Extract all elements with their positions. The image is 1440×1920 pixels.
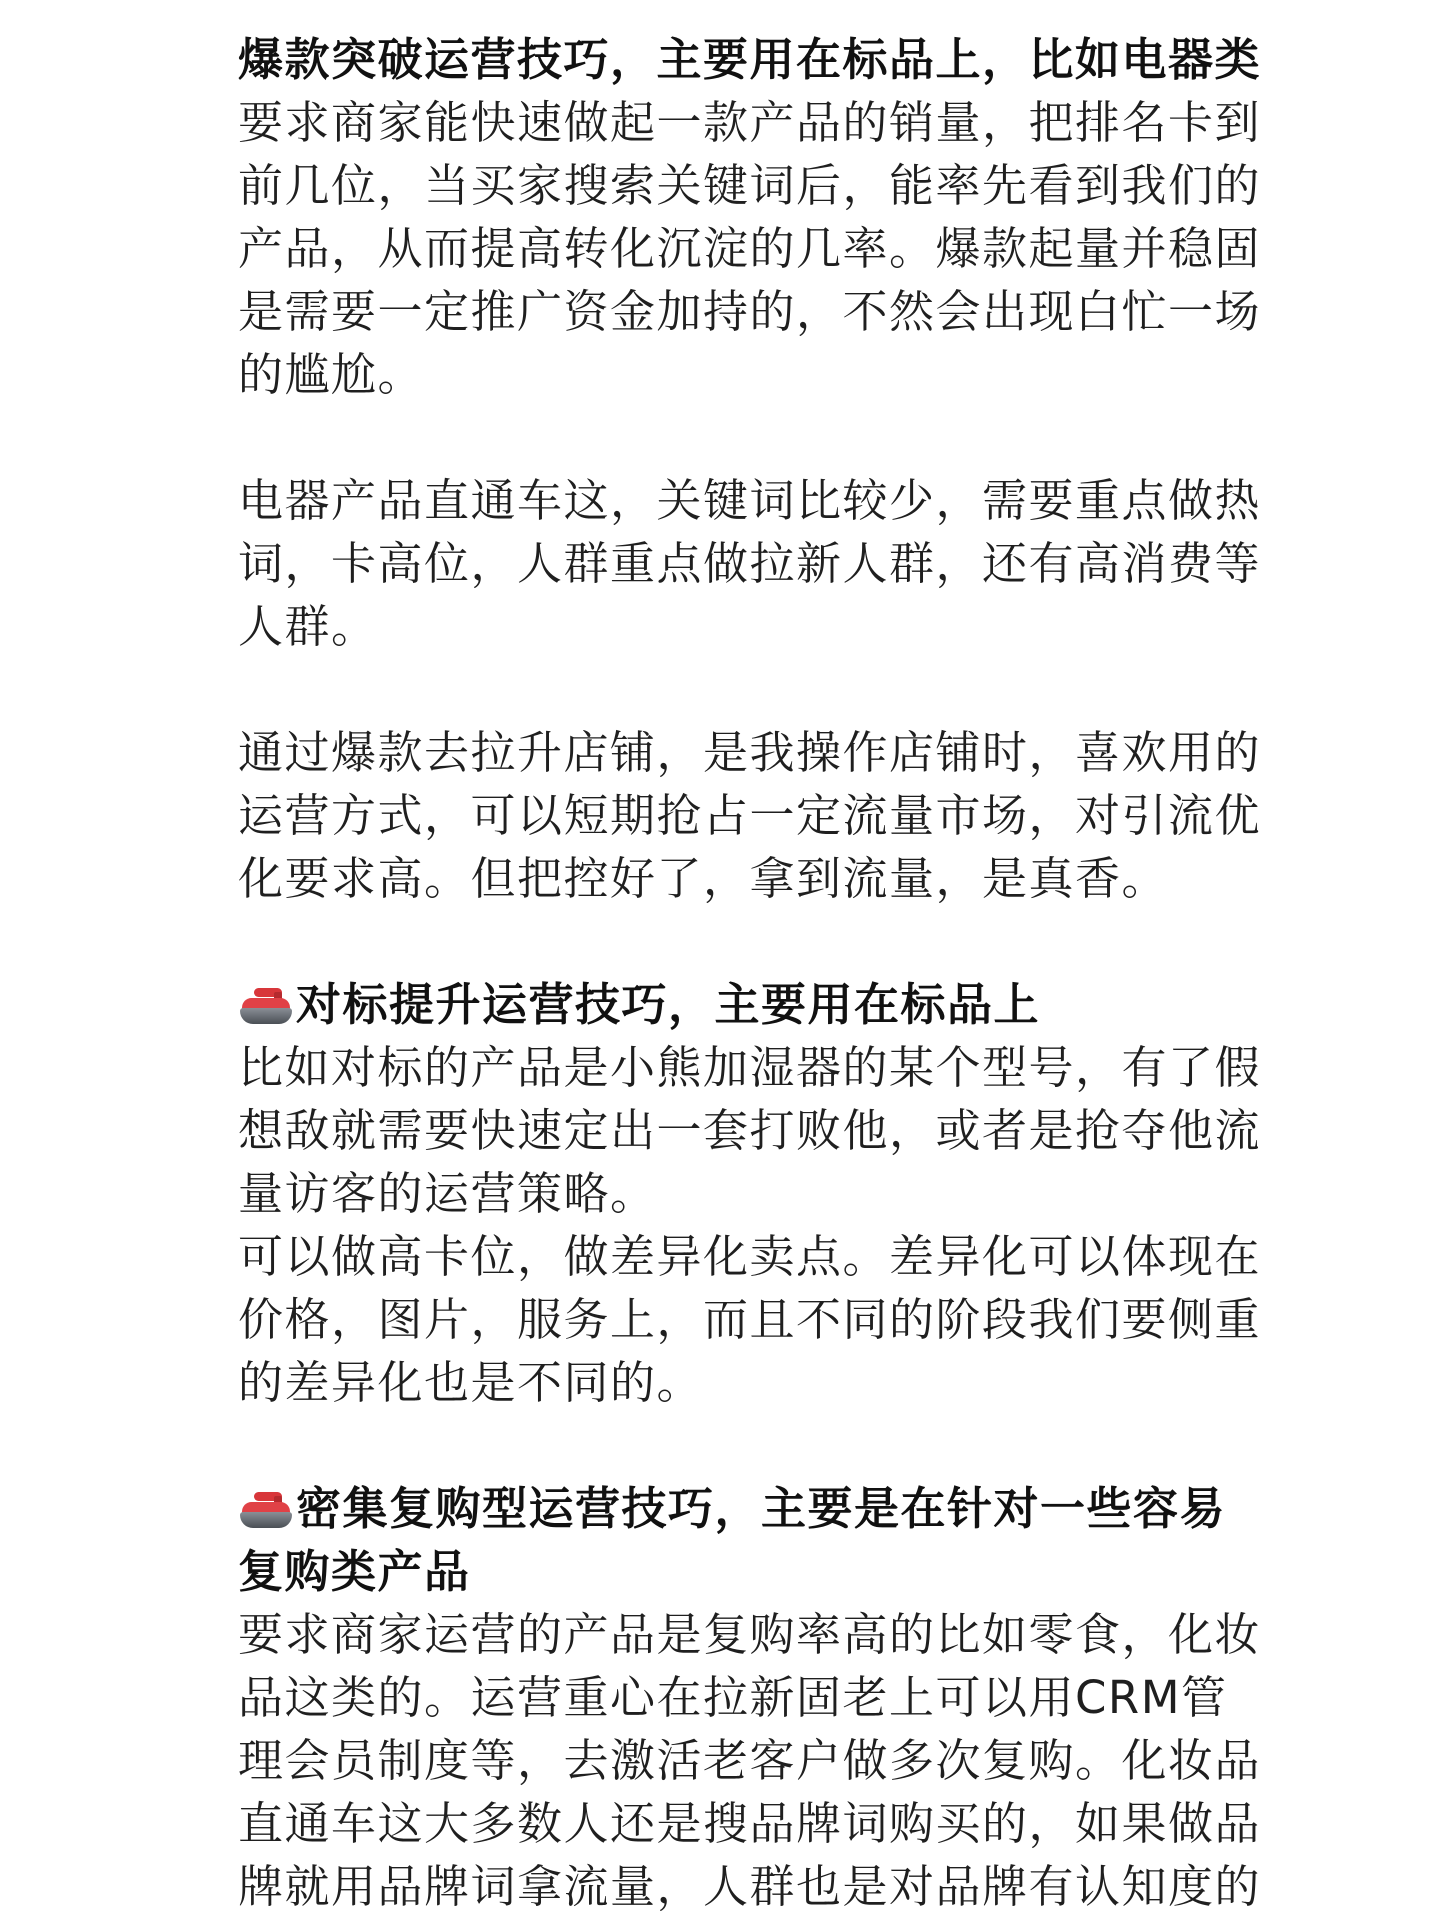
paragraph-line: 电器产品直通车这，关键词比较少，需要重点做热 — [238, 474, 1262, 527]
paragraph-line: 可以做高卡位，做差异化卖点。差异化可以体现在 — [238, 1230, 1262, 1283]
paragraph-gap — [238, 406, 1218, 469]
paragraph-line: 要求商家运营的产品是复购率高的比如零食，化妆 — [238, 1608, 1262, 1661]
paragraph-line: 量访客的运营策略。 — [238, 1167, 657, 1220]
section-heading-row — [238, 1477, 1227, 1540]
paragraph-line: 化要求高。但把控好了，拿到流量，是真香。 — [238, 852, 1169, 905]
paragraph-line: 直通车这大多数人还是搜品牌词购买的，如果做品 — [238, 1797, 1262, 1850]
paragraph-line: 比如对标的产品是小熊加湿器的某个型号，有了假 — [238, 1041, 1262, 1094]
paragraph-line: 产品，从而提高转化沉淀的几率。爆款起量并稳固 — [238, 222, 1262, 275]
paragraph-line: 想敌就需要快速定出一套打败他，或者是抢夺他流 — [238, 1104, 1262, 1157]
section-heading: 密集复购型运营技巧，主要是在针对一些容易 — [296, 1482, 1227, 1535]
paragraph-line: 的尴尬。 — [238, 348, 425, 401]
paragraph-gap — [238, 658, 1218, 721]
paragraph-line: 人群。 — [238, 600, 378, 653]
paragraph-line: 要求商家能快速做起一款产品的销量，把排名卡到 — [238, 96, 1262, 149]
paragraph-line: 运营方式，可以短期抢占一定流量市场，对引流优 — [238, 789, 1262, 842]
curling-stone-icon — [238, 1488, 294, 1530]
section-store-lift — [238, 721, 1262, 910]
section-hot-product — [238, 28, 1262, 406]
section-heading: 复购类产品 — [238, 1545, 471, 1598]
curling-stone-icon — [238, 984, 294, 1026]
section-heading-row — [238, 973, 1218, 1036]
section-repurchase — [238, 1477, 1262, 1918]
section-heading: 对标提升运营技巧，主要用在标品上 — [296, 978, 1041, 1031]
paragraph-line: 价格，图片，服务上，而且不同的阶段我们要侧重 — [238, 1293, 1262, 1346]
paragraph-line: 牌就用品牌词拿流量，人群也是对品牌有认知度的 — [238, 1860, 1262, 1913]
paragraph-line: 理会员制度等，去激活老客户做多次复购。化妆品 — [238, 1734, 1262, 1787]
section-electrical-ads — [238, 469, 1262, 658]
paragraph-line: 前几位，当买家搜索关键词后，能率先看到我们的 — [238, 159, 1262, 212]
paragraph-line: 是需要一定推广资金加持的，不然会出现白忙一场 — [238, 285, 1262, 338]
paragraph-line: 词，卡高位，人群重点做拉新人群，还有高消费等 — [238, 537, 1262, 590]
paragraph-gap — [238, 910, 1218, 973]
paragraph-line: 的差异化也是不同的。 — [238, 1356, 704, 1409]
paragraph-line: 通过爆款去拉升店铺，是我操作店铺时，喜欢用的 — [238, 726, 1262, 779]
paragraph-gap — [238, 1414, 1218, 1477]
section-heading: 爆款突破运营技巧，主要用在标品上，比如电器类 — [238, 33, 1262, 86]
article-body — [238, 28, 1262, 1918]
paragraph-line: 品这类的。运营重心在拉新固老上可以用CRM管 — [238, 1671, 1228, 1724]
section-benchmark — [238, 973, 1262, 1414]
